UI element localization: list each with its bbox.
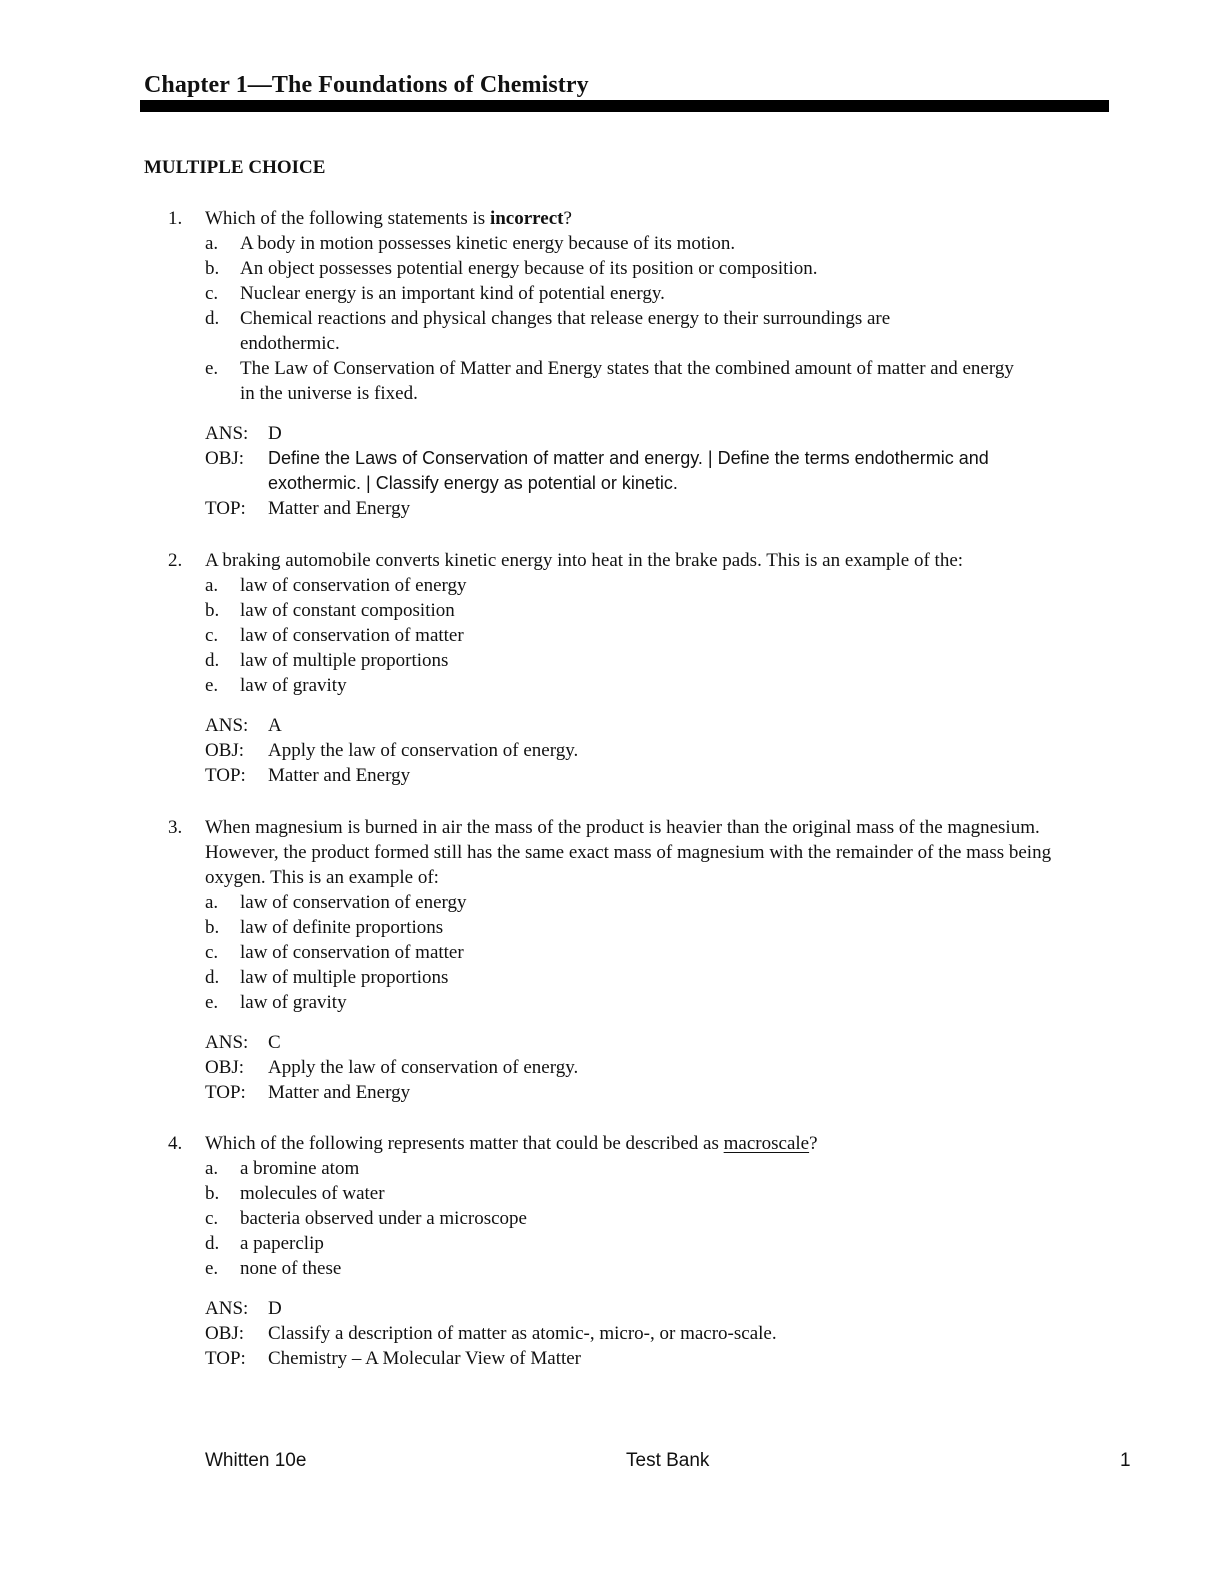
footer-center: Test Bank xyxy=(626,1450,710,1471)
choice-b xyxy=(168,915,1088,940)
ans-label: ANS: xyxy=(205,423,249,444)
topic-text: Matter and Energy xyxy=(268,765,411,786)
choice-label: a. xyxy=(205,233,219,254)
stem-end: ? xyxy=(563,208,572,229)
choice-c xyxy=(168,281,1088,306)
choice-text: law of gravity xyxy=(240,675,347,696)
choice-text: law of constant composition xyxy=(240,600,455,621)
choice-label: d. xyxy=(205,1233,220,1254)
choice-text: law of gravity xyxy=(240,992,347,1013)
ans-label: ANS: xyxy=(205,1298,249,1319)
choice-label: b. xyxy=(205,1183,220,1204)
question-2 xyxy=(168,548,1088,788)
stem-text: Which of the following represents matter that could be described as xyxy=(205,1133,724,1154)
choice-text: law of definite proportions xyxy=(240,917,444,938)
choice-a xyxy=(168,573,1088,598)
stem-emphasis: incorrect xyxy=(489,208,564,229)
choice-text: An object possesses potential energy because of its position or composition. xyxy=(240,258,818,279)
answer-block xyxy=(168,421,1088,521)
choice-b xyxy=(168,1181,1088,1206)
footer-page-number: 1 xyxy=(1120,1450,1131,1471)
stem-text: A braking automobile converts kinetic energy into heat in the brake pads. This is an example of the: xyxy=(205,550,964,571)
choice-text: bacteria observed under a microscope xyxy=(240,1208,527,1229)
topic-row xyxy=(205,1080,1088,1105)
choice-b xyxy=(168,256,1088,281)
answer-value: C xyxy=(268,1032,281,1053)
choice-label: e. xyxy=(205,1258,219,1279)
choice-text: Chemical reactions and physical changes that release energy to their surroundings are endothermic. xyxy=(240,308,891,354)
answer-block xyxy=(168,1296,1088,1371)
choice-label: b. xyxy=(205,917,220,938)
choice-d xyxy=(168,965,1088,990)
answer-block xyxy=(168,713,1088,788)
choice-label: e. xyxy=(205,675,219,696)
choice-e xyxy=(168,990,1088,1015)
choice-d xyxy=(168,1231,1088,1256)
question-number: 2. xyxy=(168,550,183,571)
choice-text: law of conservation of matter xyxy=(240,942,464,963)
top-label: TOP: xyxy=(205,1082,246,1103)
choice-d xyxy=(168,306,990,356)
top-label: TOP: xyxy=(205,765,246,786)
choice-a xyxy=(168,231,1088,256)
objective-text: Apply the law of conservation of energy. xyxy=(268,1057,579,1078)
choice-a xyxy=(168,1156,1088,1181)
question-1 xyxy=(168,206,1088,521)
choice-label: c. xyxy=(205,1208,219,1229)
topic-text: Matter and Energy xyxy=(268,498,411,519)
question-stem xyxy=(168,815,1055,890)
choice-text: law of conservation of matter xyxy=(240,625,464,646)
choice-text: a bromine atom xyxy=(240,1158,360,1179)
chapter-title: Chapter 1—The Foundations of Chemistry xyxy=(144,72,589,98)
choice-label: e. xyxy=(205,992,219,1013)
question-number: 4. xyxy=(168,1133,183,1154)
stem-underlined-term: macroscale xyxy=(723,1133,810,1154)
choice-label: a. xyxy=(205,1158,219,1179)
stem-end: ? xyxy=(809,1133,818,1154)
choice-text: The Law of Conservation of Matter and Energy states that the combined amount of matter and energy in the universe is fixed. xyxy=(240,358,1014,404)
objective-row xyxy=(205,738,1088,763)
choice-label: c. xyxy=(205,942,219,963)
obj-label: OBJ: xyxy=(205,1057,245,1078)
choice-a xyxy=(168,890,1088,915)
title-rule xyxy=(140,100,1109,112)
question-4 xyxy=(168,1131,1088,1371)
topic-text: Chemistry – A Molecular View of Matter xyxy=(268,1348,582,1369)
topic-row xyxy=(205,1346,1088,1371)
choice-text: law of conservation of energy xyxy=(240,892,467,913)
choice-e xyxy=(168,1256,1088,1281)
answer-row xyxy=(205,713,1088,738)
objective-text: Define the Laws of Conservation of matter and energy. | Define the terms endothermic and exothermic. | Classify energy as potential or kinetic. xyxy=(268,448,989,493)
choice-label: d. xyxy=(205,308,220,329)
choice-label: d. xyxy=(205,967,220,988)
choice-c xyxy=(168,1206,1088,1231)
obj-label: OBJ: xyxy=(205,448,245,469)
ans-label: ANS: xyxy=(205,1032,249,1053)
choice-text: none of these xyxy=(240,1258,342,1279)
choice-b xyxy=(168,598,1088,623)
choice-text: molecules of water xyxy=(240,1183,385,1204)
objective-row xyxy=(205,446,1068,496)
choice-e xyxy=(168,356,1030,406)
choice-text: a paperclip xyxy=(240,1233,324,1254)
choice-text: A body in motion possesses kinetic energy because of its motion. xyxy=(240,233,736,254)
choice-c xyxy=(168,623,1088,648)
answer-row xyxy=(205,1296,1088,1321)
question-number: 3. xyxy=(168,817,183,838)
choice-d xyxy=(168,648,1088,673)
answer-value: A xyxy=(268,715,282,736)
footer-left: Whitten 10e xyxy=(205,1450,307,1471)
answer-row xyxy=(205,1030,1088,1055)
choice-text: law of conservation of energy xyxy=(240,575,467,596)
choice-label: c. xyxy=(205,283,219,304)
stem-text: When magnesium is burned in air the mass of the product is heavier than the original mass of the magnesium. However, the product formed still has the same exact mass of magnesium with the remainder of the mass being oxygen. This is an example of: xyxy=(205,817,1052,888)
choice-text: law of multiple proportions xyxy=(240,967,449,988)
objective-text: Apply the law of conservation of energy. xyxy=(268,740,579,761)
answer-block xyxy=(168,1030,1088,1105)
question-3 xyxy=(168,815,1088,1105)
choice-text: Nuclear energy is an important kind of potential energy. xyxy=(240,283,665,304)
objective-row xyxy=(205,1321,1088,1346)
choice-c xyxy=(168,940,1088,965)
topic-row xyxy=(205,763,1088,788)
choice-label: b. xyxy=(205,258,220,279)
answer-row xyxy=(205,421,1088,446)
obj-label: OBJ: xyxy=(205,1323,245,1344)
obj-label: OBJ: xyxy=(205,740,245,761)
question-stem xyxy=(168,1131,1088,1156)
top-label: TOP: xyxy=(205,498,246,519)
question-stem xyxy=(168,206,1088,231)
ans-label: ANS: xyxy=(205,715,249,736)
choice-text: law of multiple proportions xyxy=(240,650,449,671)
choice-label: c. xyxy=(205,625,219,646)
top-label: TOP: xyxy=(205,1348,246,1369)
stem-text: Which of the following statements is xyxy=(205,208,490,229)
choice-label: a. xyxy=(205,892,219,913)
choice-e xyxy=(168,673,1088,698)
question-stem xyxy=(168,548,1088,573)
answer-value: D xyxy=(268,423,282,444)
choice-label: b. xyxy=(205,600,220,621)
choice-label: a. xyxy=(205,575,219,596)
topic-text: Matter and Energy xyxy=(268,1082,411,1103)
section-heading: MULTIPLE CHOICE xyxy=(144,157,326,178)
topic-row xyxy=(205,496,1088,521)
choice-label: d. xyxy=(205,650,220,671)
objective-row xyxy=(205,1055,1088,1080)
choice-label: e. xyxy=(205,358,219,379)
answer-value: D xyxy=(268,1298,282,1319)
objective-text: Classify a description of matter as atomic-, micro-, or macro-scale. xyxy=(268,1323,777,1344)
question-number: 1. xyxy=(168,208,183,229)
